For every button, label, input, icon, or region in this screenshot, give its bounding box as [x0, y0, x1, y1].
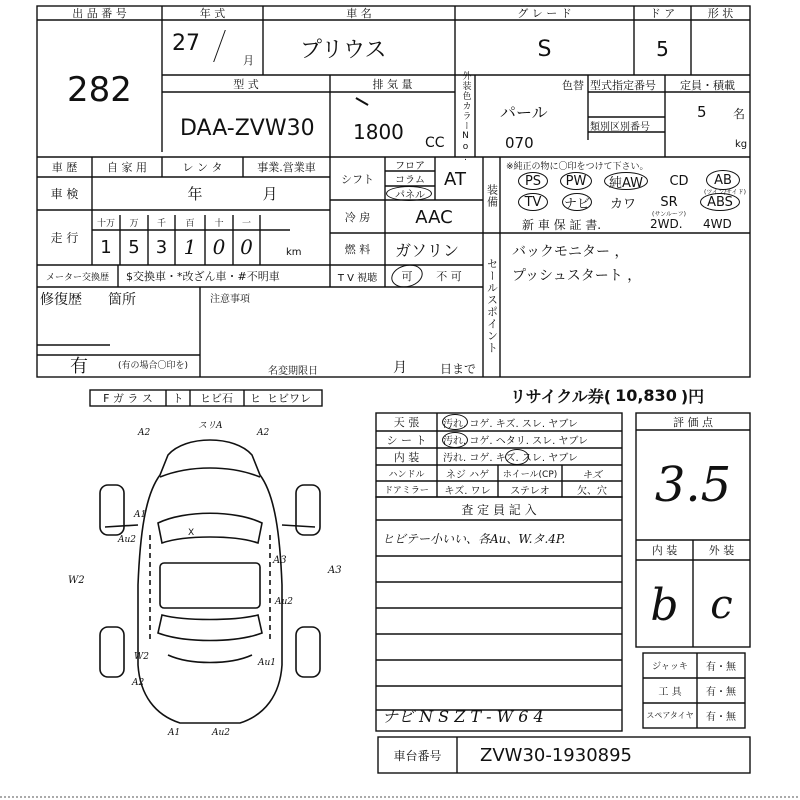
- grade-label: グ レ ー ド: [517, 7, 572, 20]
- equipment-cd: CD: [669, 173, 689, 189]
- recycle-unit: )円: [680, 386, 705, 406]
- damage-mark: Au1: [258, 658, 277, 668]
- mirror-options: キズ. ワレ: [444, 485, 491, 497]
- seat-options: 汚れ. コゲ. ヘタリ. スレ. ヤブレ: [443, 436, 589, 447]
- load-unit: kg: [735, 138, 748, 150]
- mileage-unit-1: 一: [241, 218, 251, 229]
- ac-value: AAC: [415, 206, 453, 228]
- damage-mark: A2: [138, 428, 151, 438]
- seat-dirt-circle: [442, 432, 468, 448]
- airbag-sub: (ツイン/サイド): [704, 188, 746, 196]
- glass-crack2-text: ヒビ: [267, 392, 289, 405]
- lot-number-label: 出 品 番 号: [72, 7, 127, 20]
- fuel-value: ガソリン: [395, 240, 460, 260]
- model-year-label: 年 式: [199, 7, 226, 20]
- glass-hi-text: ヒ: [250, 392, 261, 405]
- model-year-value: 27: [172, 30, 200, 56]
- inspector-label: 査 定 員 記 入: [461, 502, 537, 517]
- ceiling-options: 汚れ. コゲ. キズ. スレ. ヤブレ: [443, 418, 578, 430]
- vehicle-history-label: 車 歴: [51, 161, 78, 174]
- model-code-value: DAA-ZVW30: [180, 115, 315, 141]
- glass-crack-text: ヒビ: [200, 392, 222, 405]
- tv-no-option: 不 可: [436, 270, 462, 283]
- repair-circle-note: (有の場合〇印を): [118, 360, 189, 371]
- deadline-day-unit: 日まで: [440, 361, 477, 376]
- damage-mark: A2: [257, 428, 270, 438]
- lot-number-value: 282: [67, 70, 132, 110]
- glass-break-label: [250, 390, 311, 406]
- body-shape-label: 形 状: [707, 7, 734, 20]
- damage-mark: A1: [134, 510, 147, 520]
- equipment-abs: ABS: [700, 193, 740, 211]
- glass-chip-text: 石: [222, 392, 233, 405]
- name-change-deadline-label: 名変期限日: [268, 365, 318, 377]
- inspector-note-line: ヒビテー小いい、各Au、W.タ.4P.: [382, 531, 566, 546]
- repair-location-label: 箇所: [108, 292, 136, 308]
- stereo-options: 欠、穴: [577, 485, 607, 497]
- damage-mark: W2: [134, 652, 149, 662]
- tv-ok-option: 可: [401, 270, 413, 283]
- mileage-unit-100: 百: [185, 218, 195, 229]
- business-use-option: 事業.営業車: [257, 161, 316, 174]
- sales-point-line: バックモニター ，: [512, 244, 629, 260]
- mileage-unit-10: 十: [214, 218, 224, 229]
- exterior-color-label: 外装色カラーNo.: [460, 70, 471, 164]
- inspector-note-line: ナビ N S Z T - W 6 4: [382, 706, 544, 726]
- damage-mark: A2: [132, 678, 145, 688]
- displacement-label: 排 気 量: [372, 77, 413, 91]
- exterior-score-value: c: [710, 582, 733, 628]
- ceiling-dirt-circle: [442, 414, 468, 430]
- color-value: パール: [500, 102, 548, 122]
- equipment-ps: PS: [518, 172, 548, 190]
- damage-mark: A3: [328, 565, 342, 576]
- mileage-digit: 5: [128, 236, 140, 258]
- damage-mark: Au2: [275, 597, 294, 607]
- shift-value: AT: [444, 168, 466, 190]
- handle-label: ハンドル: [388, 469, 425, 480]
- spare-tire-value: 有・無: [706, 712, 736, 723]
- glass-crack-label: [200, 390, 233, 406]
- door-value: 5: [656, 37, 669, 61]
- inspection-month-unit: 月: [262, 184, 278, 203]
- damage-mark: A3: [273, 555, 287, 566]
- mileage-digit: 1: [183, 235, 197, 259]
- equipment-alloy-wheels: 純AW: [604, 172, 648, 190]
- shift-floor-option: フロア: [395, 160, 425, 172]
- color-number: 070: [505, 134, 534, 152]
- equipment-navi: ナビ: [562, 193, 592, 211]
- mileage-digit: 0: [240, 235, 253, 259]
- mileage-label: 走 行: [50, 231, 79, 245]
- mileage-digit: 3: [155, 236, 168, 258]
- jack-value: 有・無: [706, 662, 736, 673]
- score-value: 3.5: [654, 457, 732, 513]
- interior-options: 汚れ. コゲ. キズ. スレ. ヤブレ: [443, 453, 578, 464]
- capacity-label: 定員・積載: [680, 79, 735, 92]
- equipment-label: 装備: [485, 184, 499, 208]
- exterior-score-label: 外 装: [708, 544, 735, 557]
- mileage-digit: 1: [100, 236, 112, 258]
- equipment-airbag: AB: [706, 170, 740, 190]
- chassis-number-value: ZVW30-1930895: [480, 744, 633, 766]
- damage-mark: スリA: [198, 421, 223, 431]
- spare-tire-label: スペアタイヤ: [646, 711, 694, 720]
- mirror-label: ドアミラー: [384, 485, 429, 496]
- interior-scratch-circle: [505, 449, 529, 465]
- meter-exchange-notes: $交換車・*改ざん車・#不明車: [126, 270, 280, 283]
- meter-exchange-label: メーター交換歴: [45, 272, 109, 283]
- equipment-note: ※純正の物に〇印をつけて下さい。: [506, 161, 649, 172]
- fuel-label: 燃 料: [344, 243, 371, 256]
- sales-points-label: セールスポイント: [485, 258, 499, 354]
- interior-label: 内 装: [393, 450, 420, 464]
- color-change-label: 色替: [562, 79, 584, 92]
- shift-column-option: コラム: [395, 175, 425, 186]
- year-month-unit: 月: [243, 54, 254, 67]
- jack-label: ジャッキ: [652, 662, 688, 672]
- score-label: 評 価 点: [673, 415, 713, 429]
- recycle-label: リサイクル券(: [510, 386, 612, 406]
- deadline-month-unit: 月: [393, 360, 407, 376]
- car-name-value: プリウス: [300, 37, 387, 63]
- rental-option: レ ン タ: [182, 161, 223, 174]
- ceiling-label: 天 張: [393, 416, 420, 429]
- equipment-4wd: 4WD: [703, 217, 732, 231]
- inspection-year-unit: 年: [187, 184, 203, 203]
- chassis-number-label: 車台番号: [393, 748, 442, 763]
- interior-score-value: b: [650, 579, 679, 631]
- handle-options: ネジ ハゲ: [445, 469, 490, 481]
- mileage-digit: 0: [212, 235, 226, 259]
- shift-panel-option: パネル: [395, 189, 425, 201]
- repair-history-value: 有: [70, 356, 88, 377]
- private-use-option: 自 家 用: [107, 161, 147, 174]
- type-designation-label: 型式指定番号: [590, 79, 656, 92]
- model-code-label: 型 式: [233, 77, 259, 91]
- damage-mark: X: [188, 528, 195, 538]
- glass-label: F ガ ラ ス: [103, 392, 153, 405]
- capacity-unit: 名: [733, 106, 746, 121]
- stereo-label: ステレオ: [510, 485, 550, 497]
- mileage-unit-10k: 万: [129, 218, 139, 229]
- tools-label: 工 具: [658, 687, 682, 698]
- seat-label: シ ー ト: [386, 433, 427, 447]
- sunroof-sub: (サンルーフ): [652, 210, 686, 218]
- sales-point-line: プッシュスタート ，: [512, 268, 642, 284]
- door-label: ド ア: [649, 7, 676, 20]
- damage-mark: Au2: [212, 728, 231, 738]
- inspection-label: 車 検: [50, 187, 79, 201]
- glass-break-text: ワレ: [289, 392, 311, 405]
- recycle-fee: [510, 383, 704, 407]
- equipment-leather: カワ: [609, 196, 636, 212]
- displacement-unit: CC: [425, 135, 445, 151]
- capacity-value: 5: [697, 103, 707, 121]
- equipment-tv: TV: [518, 193, 548, 211]
- wheel-mark: キズ: [582, 469, 602, 481]
- shift-panel-circle: [386, 186, 432, 201]
- shift-label: シフト: [341, 172, 374, 186]
- damage-mark: W2: [68, 575, 85, 586]
- wheel-label: ホイール(CP): [502, 469, 558, 480]
- ac-label: 冷 房: [344, 210, 371, 224]
- damage-mark: Au2: [118, 535, 137, 545]
- class-number-label: 類別区別番号: [590, 121, 650, 133]
- glass-to-label: ト: [172, 392, 184, 405]
- equipment-warranty: 新 車 保 証 書.: [522, 217, 602, 232]
- mileage-km-unit: km: [286, 246, 302, 258]
- equipment-2wd: 2WD.: [650, 217, 683, 231]
- displacement-value: 1800: [353, 120, 404, 144]
- recycle-value: 10,830: [615, 385, 677, 405]
- grade-value: S: [537, 36, 552, 62]
- notes-label: 注意事項: [210, 293, 250, 305]
- equipment-pw: PW: [560, 172, 592, 190]
- tv-label: T V 視聴: [337, 272, 378, 284]
- car-body-diagram: [60, 415, 360, 745]
- damage-mark: A1: [168, 728, 181, 738]
- repair-history-label: 修復歴: [40, 292, 82, 308]
- tools-value: 有・無: [706, 687, 736, 698]
- mileage-unit-100k: 十万: [96, 218, 115, 229]
- equipment-sunroof: SR: [660, 194, 678, 210]
- car-name-label: 車 名: [346, 7, 372, 20]
- mileage-unit-1k: 千: [156, 218, 166, 229]
- interior-score-label: 内 装: [651, 544, 678, 557]
